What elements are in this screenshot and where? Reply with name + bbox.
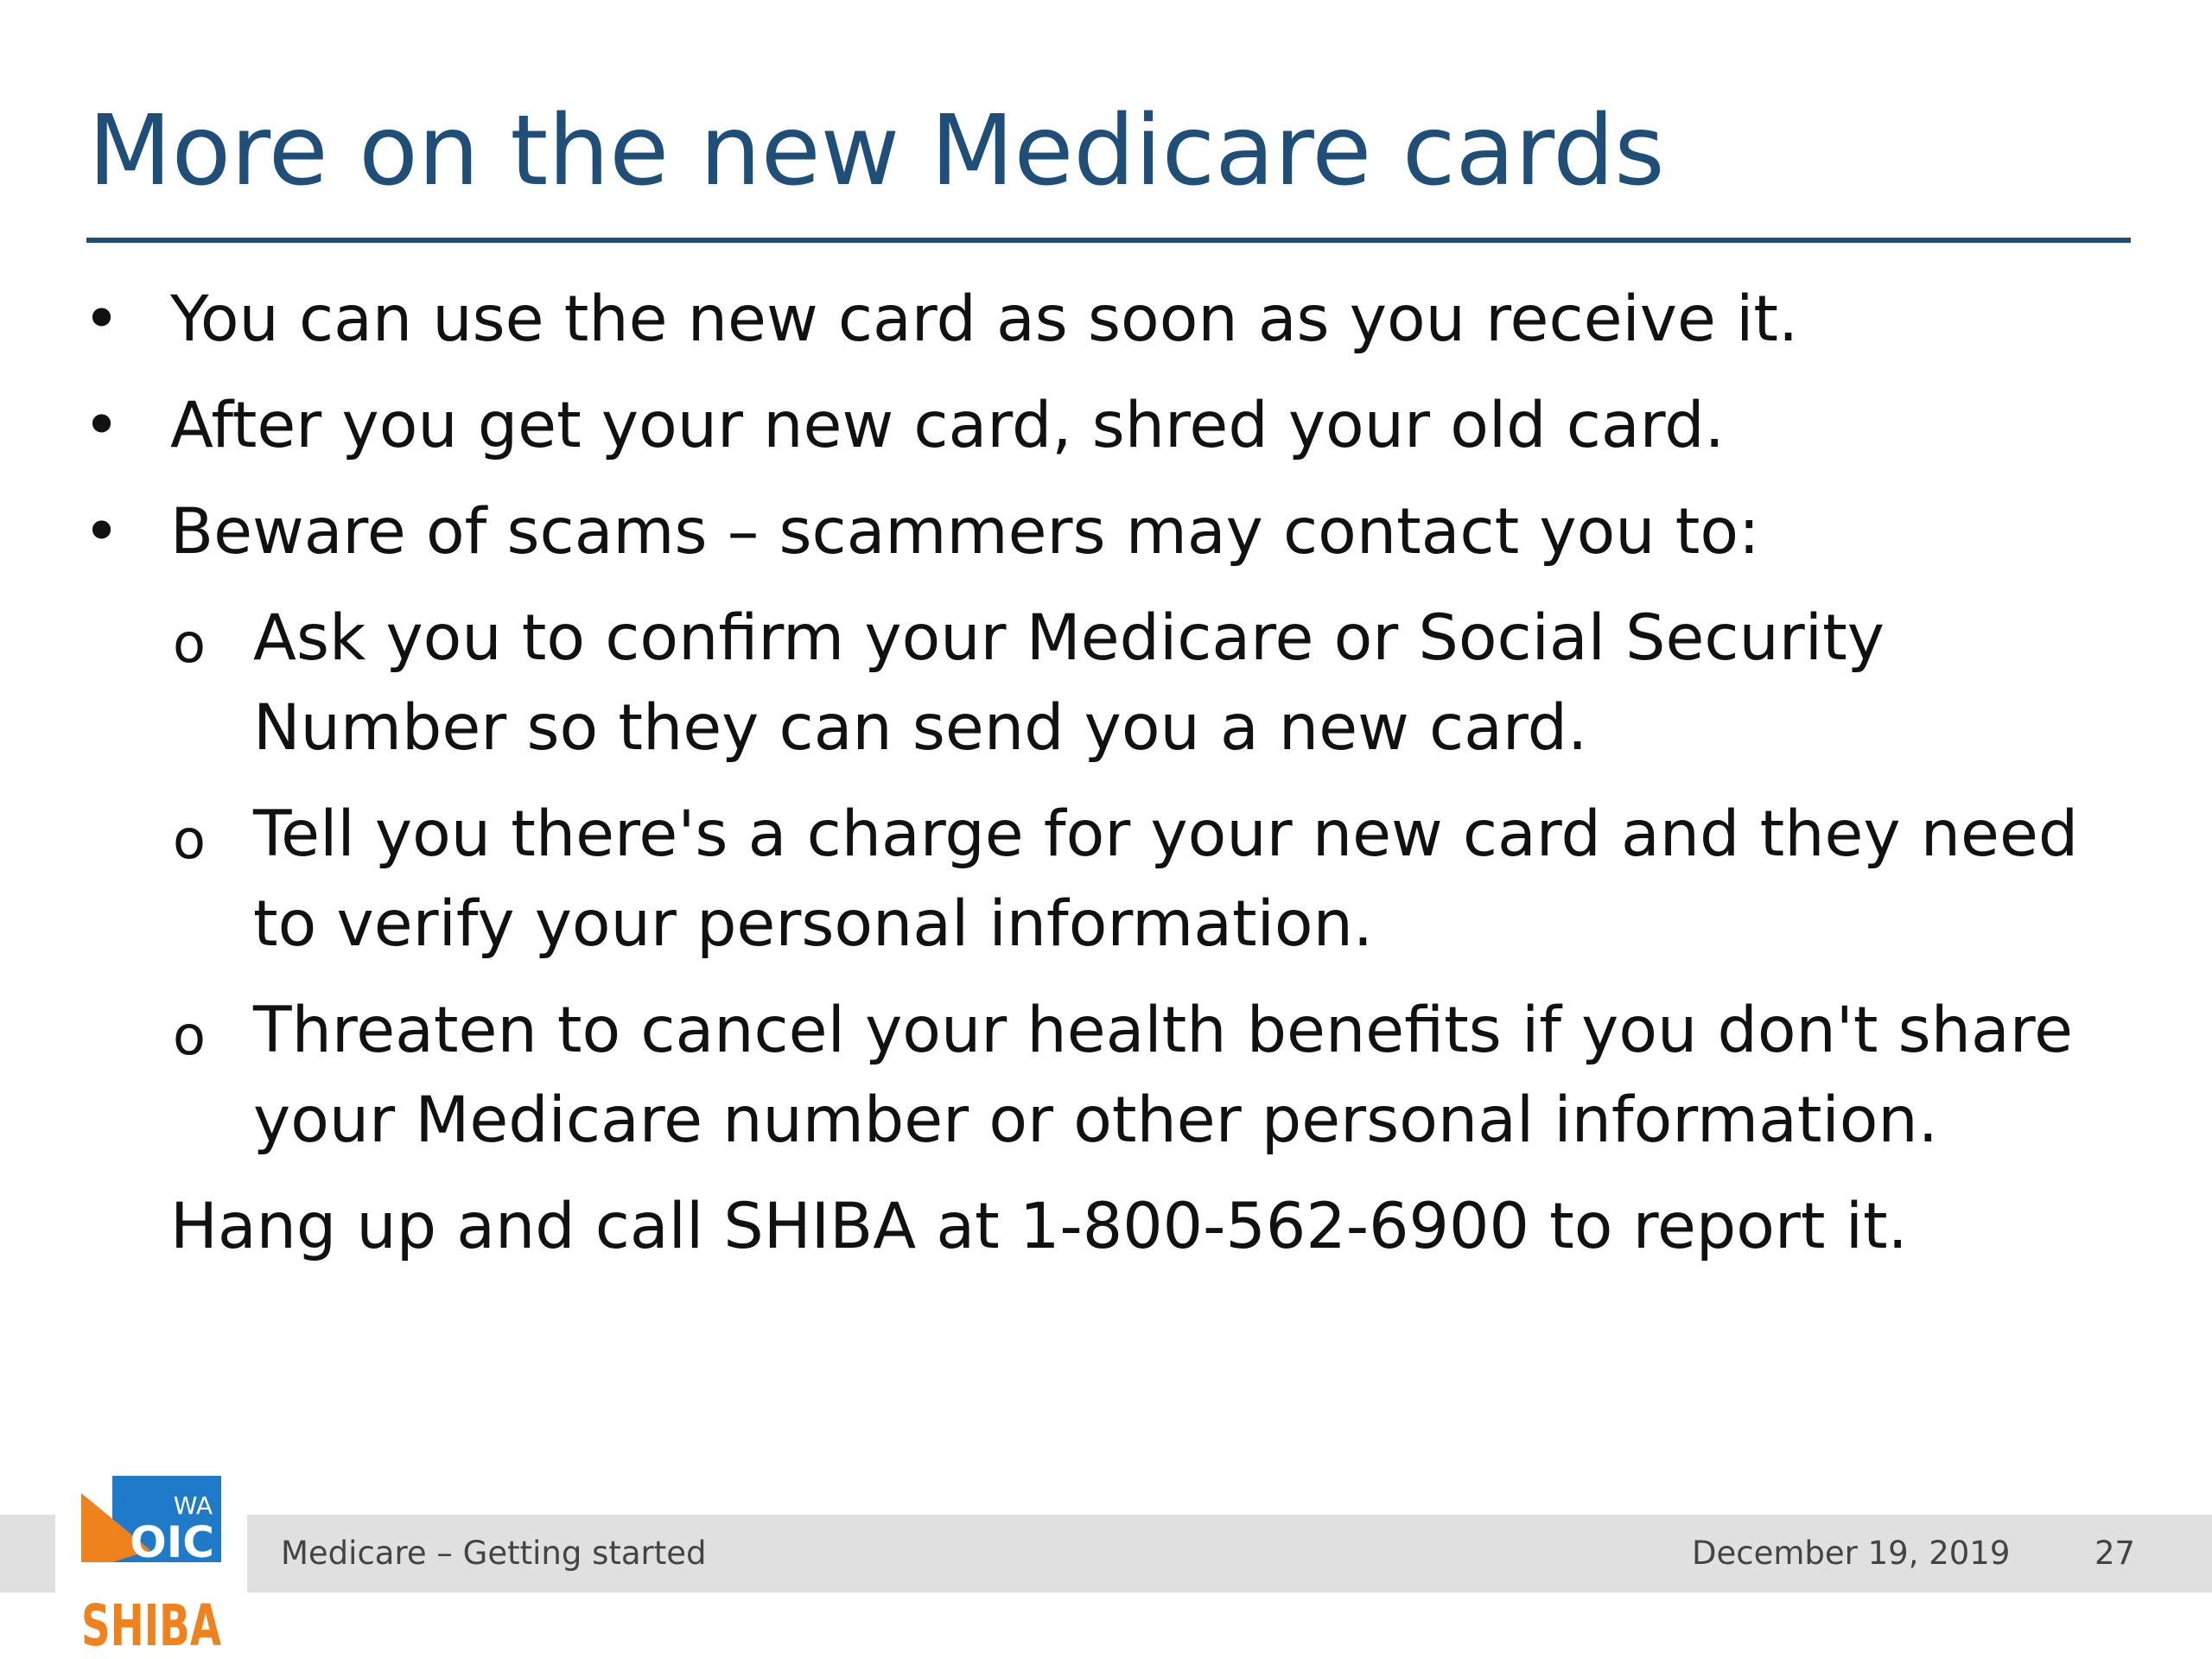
- logo-oic-text: OIC: [130, 1517, 214, 1567]
- sub-bullet-text: Ask you to confirm your Medicare or Social Security Number so they can send you a new card.: [253, 601, 1885, 765]
- bullet-list: [0, 275, 2212, 1272]
- hollow-circle-bullet-icon: o: [173, 808, 206, 871]
- slide-title: More on the new Medicare cards: [88, 95, 1665, 207]
- oic-shiba-logo-icon: [55, 1472, 247, 1659]
- bullet-item: [0, 381, 2212, 471]
- bullet-text: You can use the new card as soon as you receive it.: [170, 283, 1799, 356]
- bullet-text: Beware of scams – scammers may contact you to:: [170, 495, 1760, 569]
- bullet-item: [0, 487, 2212, 577]
- closing-line: Hang up and call SHIBA at 1-800-562-6900 to report it.: [170, 1190, 1908, 1263]
- page-number: 27: [2094, 1535, 2136, 1572]
- hollow-circle-bullet-icon: o: [173, 1004, 206, 1067]
- hollow-circle-bullet-icon: o: [173, 612, 206, 675]
- sub-bullet-text: Tell you there's a charge for your new card and they need to verify your personal information.: [253, 798, 2079, 961]
- bullet-dot-icon: •: [83, 389, 121, 462]
- sub-bullet-item: [0, 986, 2212, 1166]
- title-underline: [86, 238, 2131, 243]
- sub-bullet-item: [0, 594, 2212, 773]
- bullet-text: After you get your new card, shred your old card.: [170, 389, 1725, 462]
- shiba-logo: [55, 1472, 247, 1659]
- bullet-dot-icon: •: [83, 495, 121, 569]
- sub-bullet-text: Threaten to cancel your health benefits if you don't share your Medicare number or other personal information.: [253, 994, 2074, 1157]
- bullet-item: [0, 275, 2212, 365]
- bullet-dot-icon: •: [83, 283, 121, 356]
- logo-wa-text: WA: [173, 1491, 213, 1520]
- sub-bullet-item: [0, 790, 2212, 969]
- footer-date: December 19, 2019: [1692, 1535, 2011, 1572]
- logo-shiba-text: SHIBA: [81, 1592, 221, 1659]
- footer-presentation-title: Medicare – Getting started: [281, 1535, 707, 1572]
